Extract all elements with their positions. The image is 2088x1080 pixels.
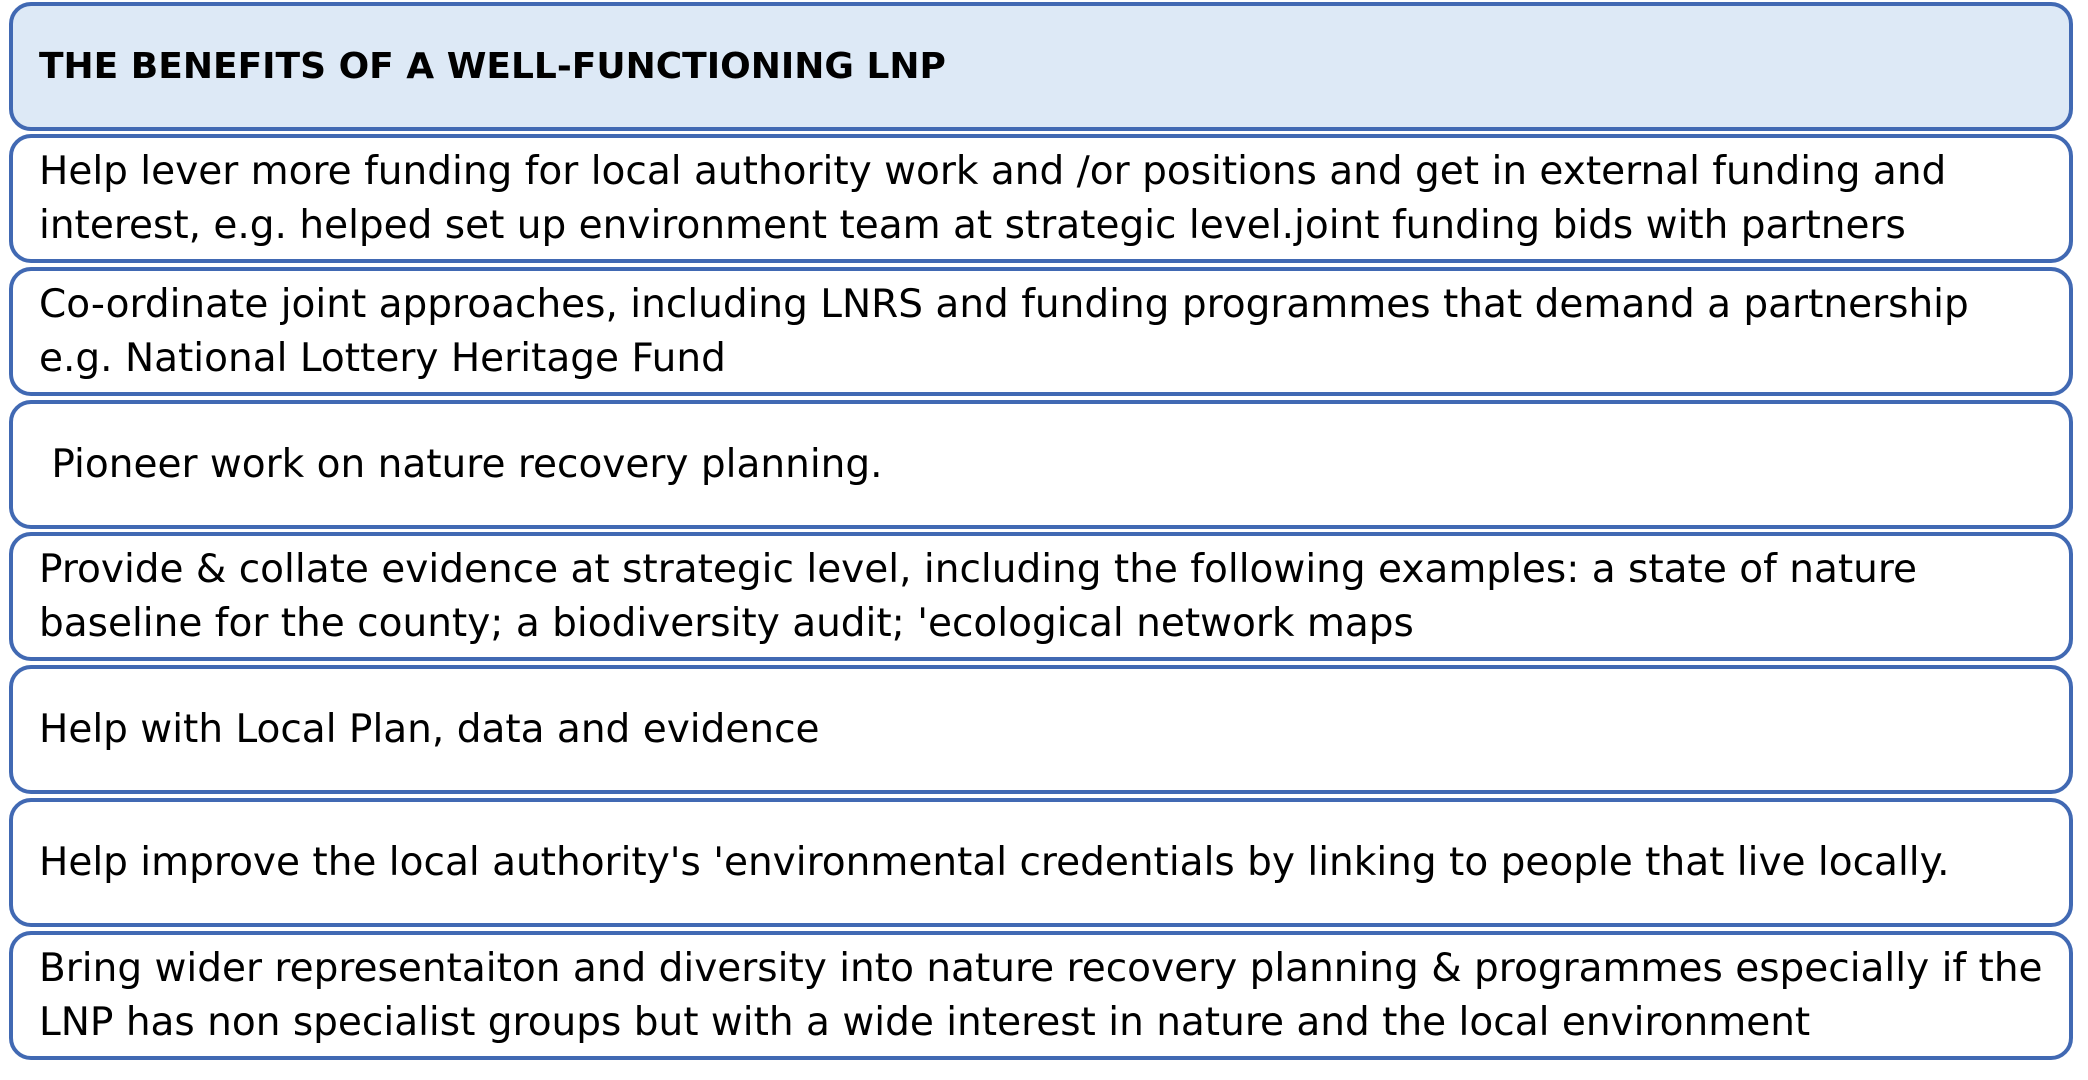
benefit-text-6: Help improve the local authority's 'environmental credentials by linking to people that live locally. xyxy=(39,839,1950,885)
header-box xyxy=(9,2,2073,131)
benefit-box-7 xyxy=(9,931,2073,1060)
header-title: THE BENEFITS OF A WELL-FUNCTIONING LNP xyxy=(39,45,946,87)
benefit-text-1: Help lever more funding for local authority work and /or positions and get in external funding and interest, e.g. helped set up environment team at strategic level.joint funding bids with partners xyxy=(39,148,1947,248)
benefit-box-3 xyxy=(9,400,2073,529)
benefit-box-5 xyxy=(9,665,2073,794)
benefit-box-4 xyxy=(9,532,2073,661)
benefit-text-2: Co-ordinate joint approaches, including LNRS and funding programmes that demand a partnership e.g. National Lottery Heritage Fund xyxy=(39,281,1969,381)
benefit-text-3: Pioneer work on nature recovery planning. xyxy=(39,441,883,487)
benefit-box-6 xyxy=(9,798,2073,927)
benefit-text-5: Help with Local Plan, data and evidence xyxy=(39,706,820,752)
benefit-box-2 xyxy=(9,267,2073,396)
benefit-text-7: Bring wider representaiton and diversity into nature recovery planning & programmes especially if the LNP has non specialist groups but with a wide interest in nature and the local environment xyxy=(39,945,2043,1045)
benefit-text-4: Provide & collate evidence at strategic level, including the following examples: a state of nature baseline for the county; a biodiversity audit; 'ecological network maps xyxy=(39,546,1918,646)
benefit-box-1 xyxy=(9,134,2073,263)
